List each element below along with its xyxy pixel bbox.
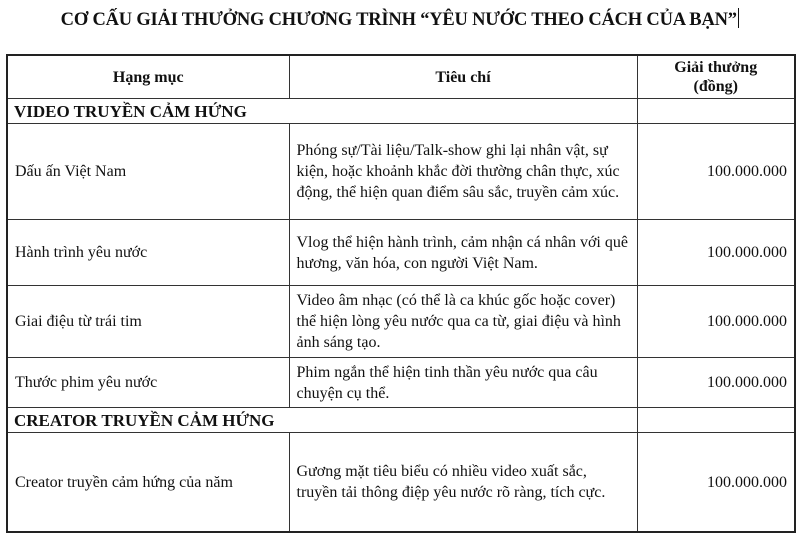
section-empty-cell	[637, 99, 795, 124]
header-prize-line1: Giải thưởng	[674, 59, 758, 76]
prize-cell: 100.000.000	[637, 124, 795, 220]
criteria-cell: Gương mặt tiêu biểu có nhiều video xuất sắc, truyền tải thông điệp yêu nước rõ ràng, tích cực.	[289, 433, 637, 533]
criteria-cell: Phóng sự/Tài liệu/Talk-show ghi lại nhân vật, sự kiện, hoặc khoảnh khắc đời thường chân thực, xúc động, thể hiện quan điểm sâu sắc, truyền cảm xúc.	[289, 124, 637, 220]
table-row	[7, 433, 795, 533]
category-cell: Hành trình yêu nước	[7, 220, 289, 286]
prize-cell: 100.000.000	[637, 433, 795, 533]
criteria-cell: Phim ngắn thể hiện tinh thần yêu nước qua câu chuyện cụ thể.	[289, 358, 637, 408]
prize-cell: 100.000.000	[637, 358, 795, 408]
category-cell: Thước phim yêu nước	[7, 358, 289, 408]
section-empty-cell	[637, 408, 795, 433]
section-row-creator	[7, 408, 795, 433]
table-row	[7, 358, 795, 408]
header-prize-line2: (đồng)	[693, 78, 738, 95]
document-title	[0, 8, 800, 31]
section-row-video	[7, 99, 795, 124]
section-title: CREATOR TRUYỀN CẢM HỨNG	[7, 408, 637, 433]
section-title: VIDEO TRUYỀN CẢM HỨNG	[7, 99, 637, 124]
prize-cell: 100.000.000	[637, 220, 795, 286]
header-category: Hạng mục	[7, 55, 289, 99]
category-cell: Giai điệu từ trái tim	[7, 286, 289, 358]
header-prize	[637, 55, 795, 99]
header-criteria: Tiêu chí	[289, 55, 637, 99]
table-header-row	[7, 55, 795, 99]
category-cell: Dấu ấn Việt Nam	[7, 124, 289, 220]
prize-cell: 100.000.000	[637, 286, 795, 358]
table-row	[7, 220, 795, 286]
category-cell: Creator truyền cảm hứng của năm	[7, 433, 289, 533]
table-row	[7, 124, 795, 220]
criteria-cell: Video âm nhạc (có thể là ca khúc gốc hoặc cover) thể hiện lòng yêu nước qua ca từ, giai điệu và hình ảnh sáng tạo.	[289, 286, 637, 358]
document-title-text: CƠ CẤU GIẢI THƯỞNG CHƯƠNG TRÌNH “YÊU NƯỚC THEO CÁCH CỦA BẠN”	[60, 10, 737, 30]
table-row	[7, 286, 795, 358]
text-cursor	[738, 8, 740, 28]
award-structure-table	[6, 54, 796, 533]
criteria-cell: Vlog thể hiện hành trình, cảm nhận cá nhân với quê hương, văn hóa, con người Việt Nam.	[289, 220, 637, 286]
